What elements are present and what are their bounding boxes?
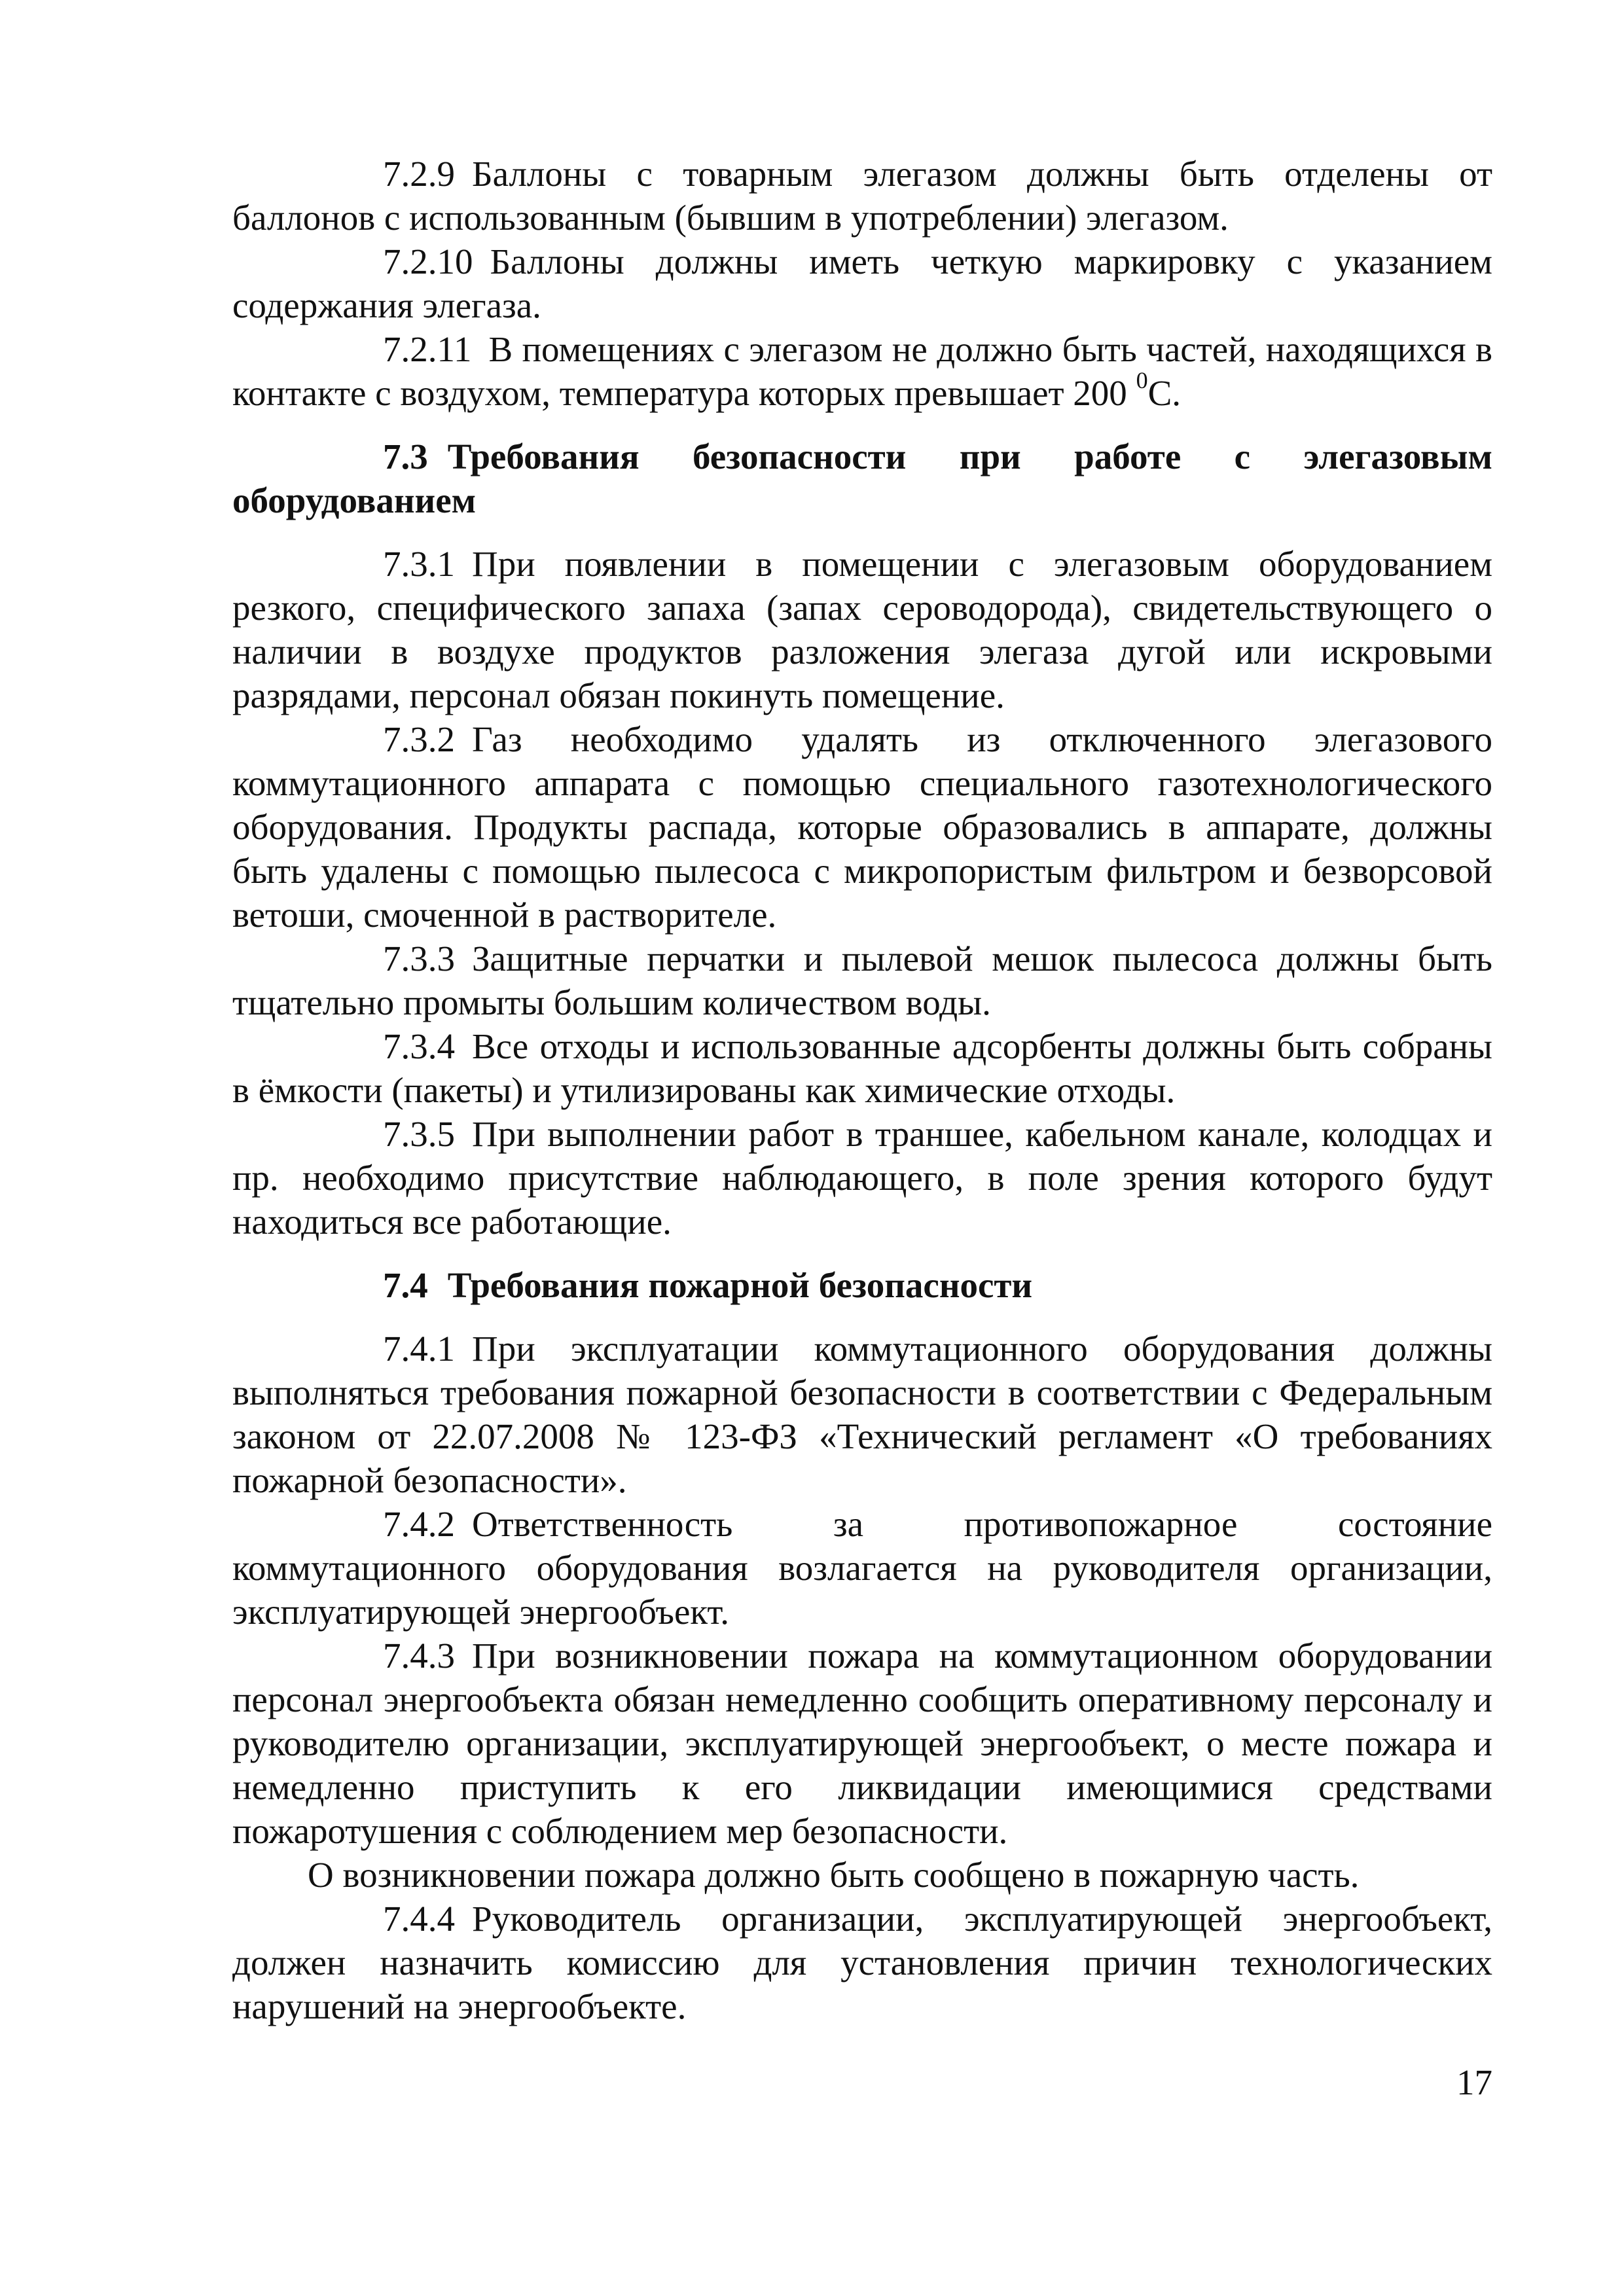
paragraph-7-3-5 <box>232 1112 1492 1244</box>
section-number: 7.4 <box>383 1265 428 1305</box>
clause-number: 7.3.2 <box>383 719 455 759</box>
section-title: Требования пожарной безопасности <box>447 1265 1033 1305</box>
clause-number: 7.2.11 <box>383 329 472 369</box>
clause-number: 7.2.10 <box>383 242 473 281</box>
section-heading-7-4 <box>232 1263 1492 1307</box>
clause-text: При возникновении пожара на коммутационном оборудовании персонал энергообъекта обязан немедленно сообщить оперативному персоналу и руководителю организации, эксплуатирующей энергообъект, о месте пожара и немедленно приступить к его ликвидации имеющимися средствами пожаротушения с соблюдением мер безопасности. <box>232 1636 1492 1851</box>
degree-superscript: 0 <box>1136 367 1148 393</box>
temperature-unit: С. <box>1147 373 1181 413</box>
paragraph-7-4-1 <box>232 1327 1492 1502</box>
clause-text: При выполнении работ в траншее, кабельном канале, колодцах и пр. необходимо присутствие наблюдающего, в поле зрения которого будут находиться все работающие. <box>232 1114 1492 1242</box>
paragraph-fire-notice <box>232 1853 1492 1897</box>
clause-number: 7.4.2 <box>383 1504 455 1544</box>
clause-number: 7.4.1 <box>383 1329 455 1369</box>
paragraph-7-3-2 <box>232 717 1492 937</box>
clause-number: 7.4.4 <box>383 1899 455 1939</box>
section-heading-7-3 <box>232 435 1492 522</box>
page-number: 17 <box>1456 2062 1492 2102</box>
section-title: Требования безопасности при работе с элегазовым оборудованием <box>232 437 1492 520</box>
clause-text: Руководитель организации, эксплуатирующей энергообъект, должен назначить комиссию для установления причин технологических нарушений на энергообъекте. <box>232 1899 1492 2026</box>
paragraph-7-2-9 <box>232 152 1492 240</box>
clause-number: 7.3.4 <box>383 1026 455 1066</box>
paragraph-7-3-1 <box>232 542 1492 717</box>
clause-number: 7.4.3 <box>383 1636 455 1676</box>
section-number: 7.3 <box>383 437 428 476</box>
clause-text: В помещениях с элегазом не должно быть частей, находящихся в контакте с воздухом, температура которых превышает 200 <box>232 329 1492 413</box>
paragraph-7-4-3 <box>232 1634 1492 1853</box>
paragraph-7-3-3 <box>232 937 1492 1024</box>
paragraph-7-3-4 <box>232 1024 1492 1112</box>
paragraph-7-4-2 <box>232 1502 1492 1634</box>
clause-number: 7.2.9 <box>383 154 455 194</box>
paragraph-7-4-4 <box>232 1897 1492 2028</box>
clause-text: Баллоны с товарным элегазом должны быть отделены от баллонов с использованным (бывшим в употреблении) элегазом. <box>232 154 1492 238</box>
clause-text: Все отходы и использованные адсорбенты должны быть собраны в ёмкости (пакеты) и утилизированы как химические отходы. <box>232 1026 1492 1110</box>
paragraph-7-2-10 <box>232 240 1492 327</box>
document-page-body <box>232 152 1492 2028</box>
paragraph-text: О возникновении пожара должно быть сообщено в пожарную часть. <box>308 1855 1360 1895</box>
clause-text: Баллоны должны иметь четкую маркировку с указанием содержания элегаза. <box>232 242 1492 325</box>
clause-text: Ответственность за противопожарное состояние коммутационного оборудования возлагается на руководителя организации, эксплуатирующей энергообъект. <box>232 1504 1492 1632</box>
paragraph-7-2-11 <box>232 327 1492 415</box>
clause-number: 7.3.1 <box>383 544 455 584</box>
clause-text: Защитные перчатки и пылевой мешок пылесоса должны быть тщательно промыты большим количеством воды. <box>232 939 1492 1022</box>
clause-text: При появлении в помещении с элегазовым оборудованием резкого, специфического запаха (запах сероводорода), свидетельствующего о наличии в воздухе продуктов разложения элегаза дугой или искровыми разрядами, персонал обязан покинуть помещение. <box>232 544 1492 715</box>
clause-number: 7.3.5 <box>383 1114 455 1154</box>
clause-number: 7.3.3 <box>383 939 455 978</box>
clause-text: Газ необходимо удалять из отключенного элегазового коммутационного аппарата с помощью специального газотехнологического оборудования. Продукты распада, которые образовались в аппарате, должны быть удалены с помощью пылесоса с микропористым фильтром и безворсовой ветоши, смоченной в растворителе. <box>232 719 1492 935</box>
clause-text: При эксплуатации коммутационного оборудования должны выполняться требования пожарной безопасности в соответствии с Федеральным законом от 22.07.2008 № 123-ФЗ «Технический регламент «О требованиях пожарной безопасности». <box>232 1329 1492 1500</box>
